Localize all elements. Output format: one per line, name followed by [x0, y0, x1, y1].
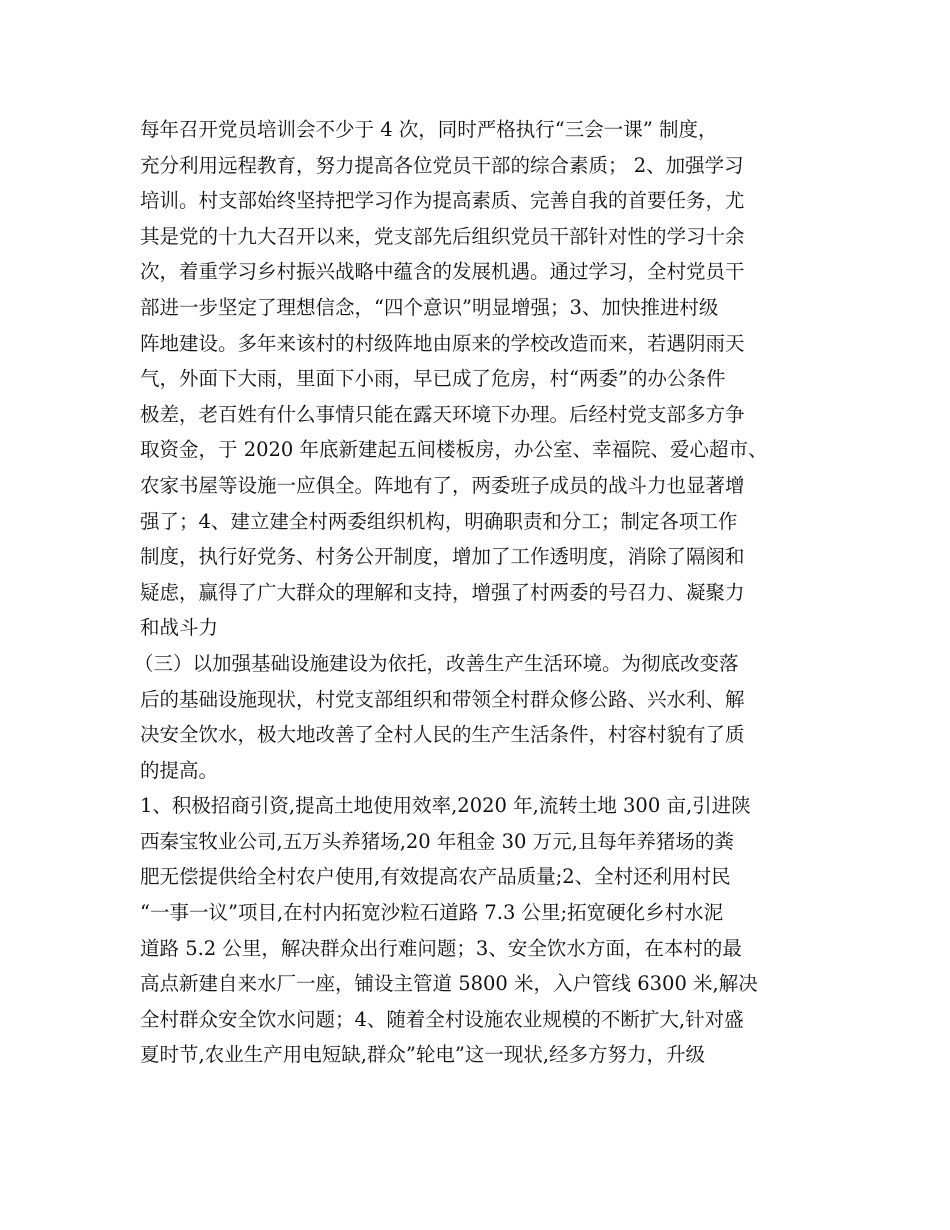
text-line: 充分利用远程教育，努力提高各位党员干部的综合素质； 2、加强学习	[140, 153, 744, 177]
section-heading-line: （三）以加强基础设施建设为依托，改善生产生活环境。为彻底改变落	[134, 651, 739, 675]
body-text	[134, 112, 830, 1073]
text-line: 和战斗力	[140, 616, 219, 640]
text-line: 道路 5.2 公里，解决群众出行难问题；3、安全饮水方面，在本村的最	[140, 936, 742, 960]
text-line: 其是党的十九大召开以来，党支部先后组织党员干部针对性的学习十余	[140, 224, 745, 248]
text-line: 西秦宝牧业公司,五万头养猪场,20 年租金 30 万元,且每年养猪场的粪	[140, 829, 734, 853]
text-line: 每年召开党员培训会不少于 4 次，同时严格执行“三会一课” 制度，	[140, 118, 718, 141]
text-line: 极差，老百姓有什么事情只能在露天环境下办理。后经村党支部多方争	[140, 402, 745, 426]
text-line: 肥无偿提供给全村农户使用,有效提高农产品质量;2、全村还利用村民	[140, 865, 731, 889]
text-line: 强了；4、建立建全村两委组织机构，明确职责和分工；制定各项工作	[140, 509, 738, 533]
text-line: 后的基础设施现状，村党支部组织和带领全村群众修公路、兴水利、解	[140, 687, 745, 711]
text-line: 阵地建设。多年来该村的村级阵地由原来的学校改造而来，若遇阴雨天	[140, 331, 745, 355]
text-line: 次，着重学习乡村振兴战略中蕴含的发展机遇。通过学习，全村党员干	[140, 260, 745, 284]
text-line: 疑虑，赢得了广大群众的理解和支持，增强了村两委的号召力、凝聚力	[140, 580, 745, 604]
text-line: 夏时节,农业生产用电短缺,群众”轮电”这一现状,经多方努力，升级	[140, 1043, 706, 1067]
text-line: 取资金，于 2020 年底新建起五间楼板房，办公室、幸福院、爱心超市、	[140, 438, 768, 462]
text-line: 高点新建自来水厂一座，铺设主管道 5800 米，入户管线 6300 米,解决	[140, 972, 758, 996]
text-line: “一事一议”项目,在村内拓宽沙粒石道路 7.3 公里;拓宽硬化乡村水泥	[140, 901, 724, 925]
text-line: 培训。村支部始终坚持把学习作为提高素质、完善自我的首要任务，尤	[140, 189, 745, 213]
text-line: 全村群众安全饮水问题；4、随着全村设施农业规模的不断扩大,针对盛	[140, 1007, 744, 1031]
text-line: 决安全饮水，极大地改善了全村人民的生产生活条件，村容村貌有了质	[140, 723, 745, 747]
text-line: 的提高。	[140, 758, 219, 782]
text-line: 气，外面下大雨，里面下小雨，早已成了危房，村“两委”的办公条件	[140, 367, 726, 391]
text-line: 部进一步坚定了理想信念，“四个意识”明显增强；3、加快推进村级	[140, 295, 719, 319]
text-line: 1、积极招商引资,提高土地使用效率,2020 年,流转土地 300 亩,引进陕	[140, 794, 751, 818]
text-line: 农家书屋等设施一应俱全。阵地有了，两委班子成员的战斗力也显著增	[140, 473, 745, 497]
text-line: 制度，执行好党务、村务公开制度，增加了工作透明度，消除了隔阂和	[140, 545, 745, 569]
